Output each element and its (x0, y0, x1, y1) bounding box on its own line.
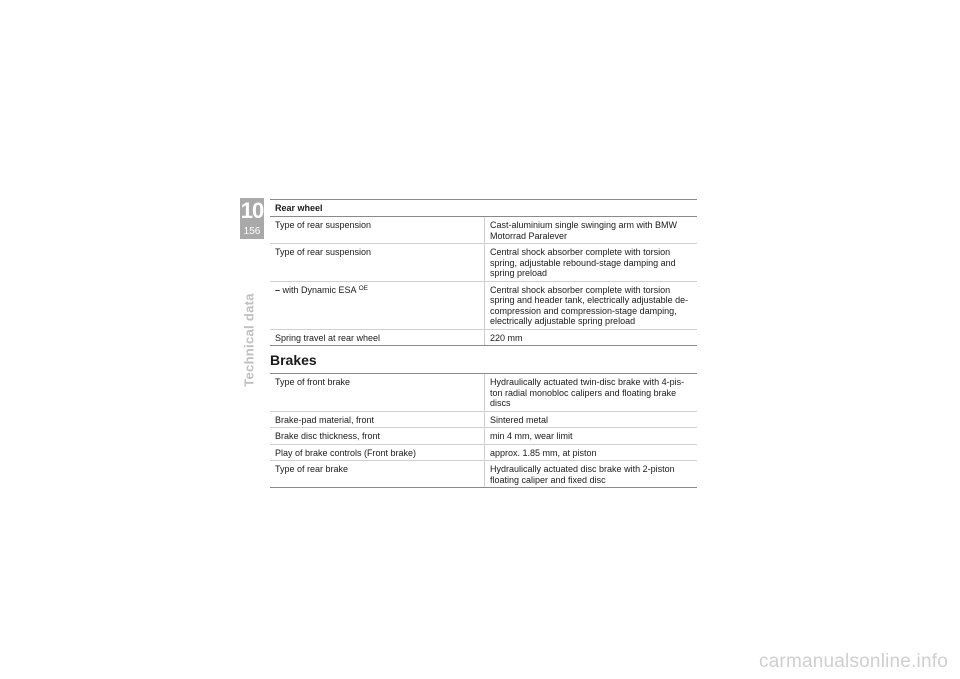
spec-value: min 4 mm, wear limit (485, 428, 698, 445)
table-row (270, 428, 697, 445)
spec-label: Type of front brake (270, 374, 485, 411)
table-row (270, 461, 697, 488)
table-row (270, 217, 697, 244)
table-row (270, 244, 697, 282)
spec-label: Type of rear suspension (270, 244, 485, 282)
spec-value: Sintered metal (485, 411, 698, 428)
dash-marker: – (275, 284, 281, 295)
spec-label: Spring travel at rear wheel (270, 329, 485, 346)
page-number: 156 (240, 226, 264, 238)
rear-wheel-table (270, 217, 697, 346)
chapter-side-label: Technical data (241, 293, 257, 387)
oe-superscript: OE (358, 284, 368, 292)
spec-label: Brake disc thickness, front (270, 428, 485, 445)
spec-value: 220 mm (485, 329, 698, 346)
chapter-tab (240, 198, 264, 239)
table-row (270, 374, 697, 411)
spec-label: Type of rear brake (270, 461, 485, 488)
chapter-number: 10 (240, 198, 264, 223)
spec-label: Play of brake controls (Front brake) (270, 444, 485, 461)
spec-value: approx. 1.85 mm, at piston (485, 444, 698, 461)
table-row (270, 444, 697, 461)
spec-label (270, 281, 485, 329)
brakes-title: Brakes (270, 352, 317, 368)
table-row (270, 281, 697, 329)
table-row (270, 329, 697, 346)
table-row (270, 411, 697, 428)
brakes-table (270, 374, 697, 488)
spec-value: Cast-aluminium single swinging arm with BMW Motorrad Paralever (485, 217, 698, 244)
spec-value: Central shock absorber complete with torsion spring, adjustable rebound-stage damping and spring preload (485, 244, 698, 282)
spec-value: Central shock absorber complete with torsion spring and header tank, electrically adjustable de-compression and compression-stage damping, electrically adjustable spring preload (485, 281, 698, 329)
spec-label-text: with Dynamic ESA (282, 284, 357, 295)
spec-label: Brake-pad material, front (270, 411, 485, 428)
watermark: carmanualsonline.info (758, 651, 948, 672)
spec-label: Type of rear suspension (270, 217, 485, 244)
spec-content (270, 199, 697, 488)
rear-wheel-title: Rear wheel (270, 200, 697, 217)
spec-value: Hydraulically actuated disc brake with 2-piston floating caliper and fixed disc (485, 461, 698, 488)
spec-value: Hydraulically actuated twin-disc brake with 4-pis-ton radial monobloc calipers and floating brake discs (485, 374, 698, 411)
